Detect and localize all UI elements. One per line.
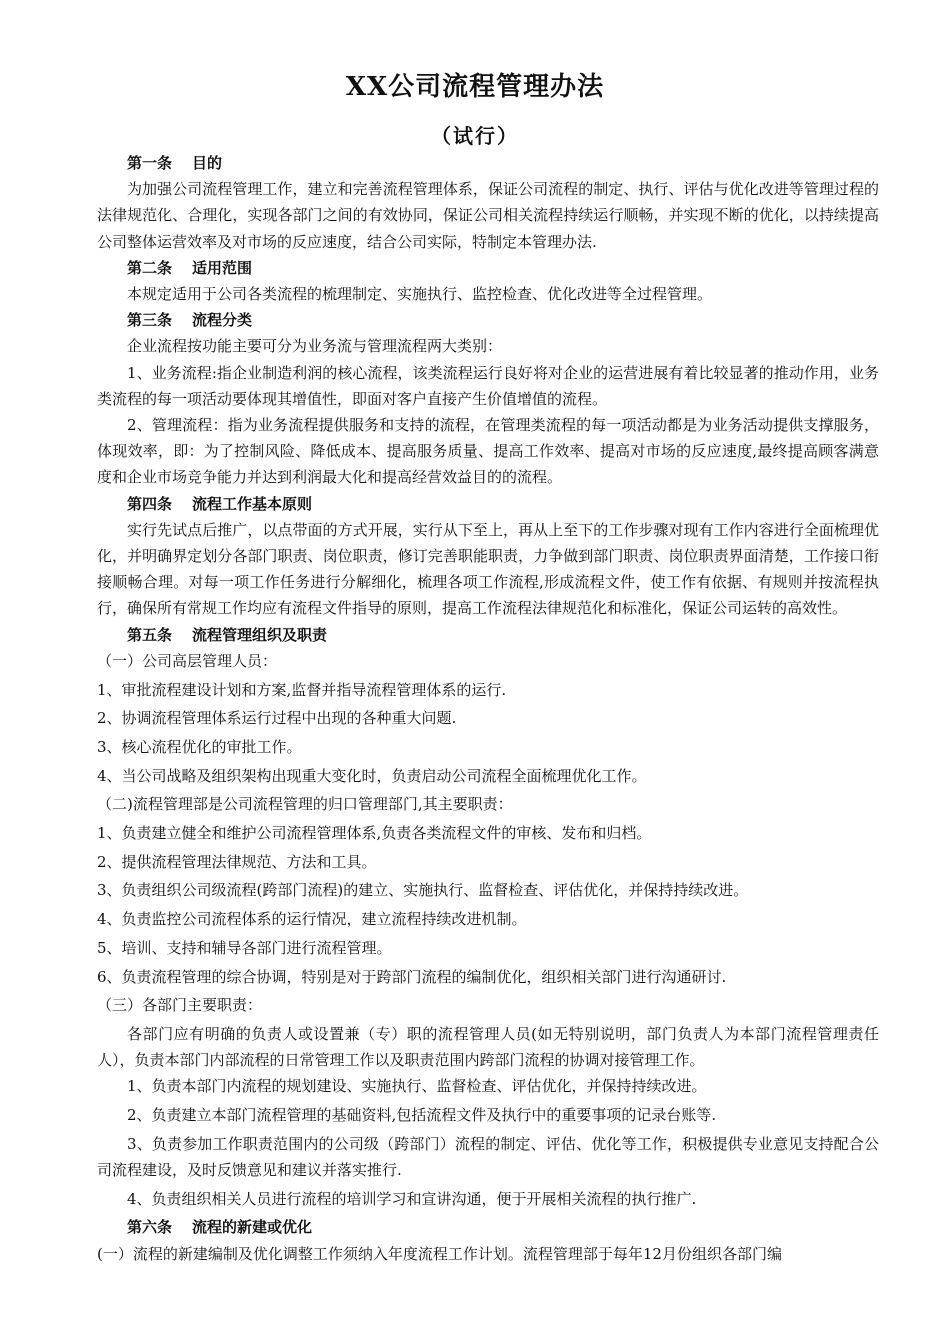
article-number: 第二条 [127, 258, 173, 277]
article-title: 流程的新建或优化 [192, 1218, 313, 1237]
article-title: 流程工作基本原则 [192, 494, 313, 513]
list-item: 6、负责流程管理的综合协调，特别是对于跨部门流程的编制优化，组织相关部门进行沟通研讨. [97, 967, 727, 986]
paragraph: 1、业务流程:指企业制造利润的核心流程，该类流程运行良好将对企业的运营进展有着比较显著的推动作用，业务类流程的每一项活动要体现其增值性，即面对客户直接产生价值增值的流程。 [97, 363, 879, 408]
list-item: （一）公司高层管理人员： [97, 651, 278, 670]
article-title: 目的 [192, 154, 223, 172]
article-number: 第四条 [127, 494, 173, 513]
article-title: 流程分类 [192, 311, 253, 330]
article-title: 适用范围 [192, 258, 253, 277]
article-number: 第三条 [127, 311, 173, 330]
section-heading [97, 1214, 879, 1240]
list-item: 2、提供流程管理法律规范、方法和工具。 [97, 852, 377, 871]
list-item: （二)流程管理部是公司流程管理的归口管理部门,其主要职责： [97, 795, 513, 814]
list-item: 1、负责建立健全和维护公司流程管理体系,负责各类流程文件的审核、发布和归档。 [97, 824, 652, 843]
document-title: XX公司流程管理办法 [345, 72, 605, 102]
list-item: 2、负责建立本部门流程管理的基础资料,包括流程文件及执行中的重要事项的记录台账等. [127, 1106, 717, 1125]
list-item: 4、负责监控公司流程体系的运行情况，建立流程持续改进机制。 [97, 910, 527, 929]
list-item: 4、负责组织相关人员进行流程的培训学习和宣讲沟通，便于开展相关流程的执行推广. [127, 1189, 697, 1208]
document-subtitle: （试行） [431, 124, 519, 148]
paragraph: 本规定适用于公司各类流程的梳理制定、实施执行、监控检查、优化改进等全过程管理。 [127, 285, 713, 304]
section-heading [97, 307, 879, 333]
paragraph: 各部门应有明确的负责人或设置兼（专）职的流程管理人员(如无特别说明，部门负责人为本部门流程管理责任人），负责本部门内部流程的日常管理工作以及职责范围内跨部门流程的协调对接管理工作。 [97, 1025, 879, 1070]
section-heading [97, 150, 879, 176]
paragraph: 为加强公司流程管理工作，建立和完善流程管理体系，保证公司流程的制定、执行、评估与优化改进等管理过程的法律规范化、合理化，实现各部门之间的有效协同，保证公司相关流程持续运行顺畅，并实现不断的优化，以持续提高公司整体运营效率及对市场的反应速度，结合公司实际，特制定本管理办法. [97, 180, 879, 251]
article-title: 流程管理组织及职责 [192, 625, 328, 644]
list-item: 4、当公司战略及组织架构出现重大变化时，负责启动公司流程全面梳理优化工作。 [97, 766, 647, 785]
list-item: 1、审批流程建设计划和方案,监督并指导流程管理体系的运行. [97, 680, 507, 699]
list-item: 2、协调流程管理体系运行过程中出现的各种重大问题. [97, 709, 457, 728]
paragraph: 2、管理流程：指为业务流程提供服务和支持的流程，在管理类流程的每一项活动都是为业务活动提供支撑服务，体现效率，即：为了控制风险、降低成本、提高服务质量、提高工作效率、提高对市场的反应速度,最终提高顾客满意度和企业市场竞争能力并达到利润最大化和提高经营效益目的的流程。 [97, 416, 879, 487]
list-item: （三）各部门主要职责： [97, 996, 263, 1015]
list-item: 3、核心流程优化的审批工作。 [97, 737, 302, 756]
article-number: 第六条 [127, 1218, 173, 1237]
paragraph: 实行先试点后推广，以点带面的方式开展，实行从下至上，再从上至下的工作步骤对现有工作内容进行全面梳理优化，并明确界定划分各部门职责、岗位职责，修订完善职能职责，力争做到部门职责、岗位职责界面清楚，工作接口衔接顺畅合理。对每一项工作任务进行分解细化，梳理各项工作流程,形成流程文件，使工作有依据、有规则并按流程执行，确保所有常规工作均应有流程文件指导的原则，提高工作流程法律规范化和标准化，保证公司运转的高效性。 [97, 520, 879, 618]
paragraph: (一）流程的新建编制及优化调整工作须纳入年度流程工作计划。流程管理部于每年12月份组织各部门编 [97, 1244, 782, 1263]
list-item: 5、培训、支持和辅导各部门进行流程管理。 [97, 938, 392, 957]
section-heading [97, 255, 879, 281]
article-number: 第五条 [127, 625, 173, 644]
list-item: 3、负责组织公司级流程(跨部门流程)的建立、实施执行、监督检查、评估优化，并保持持续改进。 [97, 881, 749, 900]
section-heading [97, 622, 879, 648]
section-heading [97, 491, 879, 517]
paragraph: 3、负责参加工作职责范围内的公司级（跨部门）流程的制定、评估、优化等工作，积极提供专业意见支持配合公司流程建设，及时反馈意见和建议并落实推行. [97, 1134, 879, 1180]
paragraph: 企业流程按功能主要可分为业务流与管理流程两大类别： [127, 337, 503, 356]
list-item: 1、负责本部门内流程的规划建设、实施执行、监督检查、评估优化，并保持持续改进。 [127, 1077, 707, 1096]
article-number: 第一条 [127, 154, 173, 172]
document-body [97, 150, 879, 1267]
